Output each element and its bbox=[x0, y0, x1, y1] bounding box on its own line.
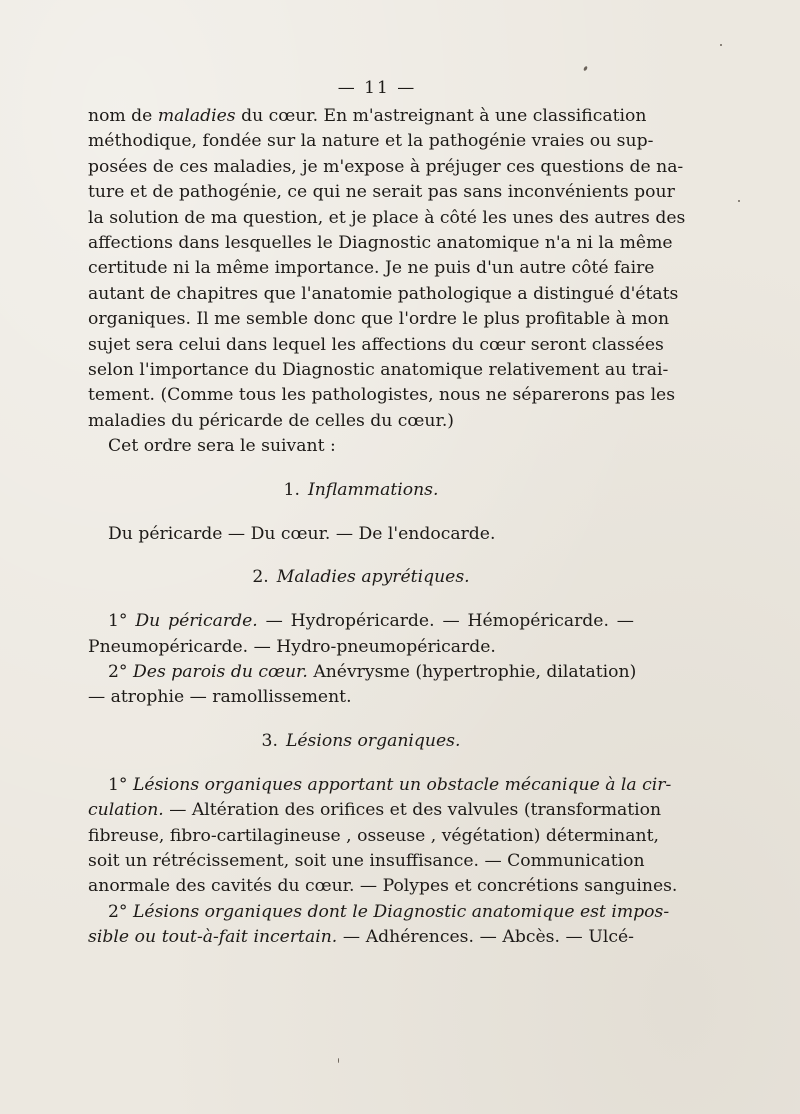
text-line: certitude ni la même importance. Je ne puis d'un autre côté faire bbox=[88, 258, 655, 279]
italic-run: culation. bbox=[88, 800, 164, 821]
text-line: la solution de ma question, et je place à côté les unes des autres des bbox=[88, 207, 686, 228]
paper-speck bbox=[720, 44, 722, 46]
text-line bbox=[88, 773, 672, 798]
italic-run: Lésions organiques dont le Diagnostic anatomique est impos- bbox=[133, 901, 670, 922]
section-3-content bbox=[88, 773, 678, 951]
section-2-content bbox=[88, 609, 637, 711]
italic-run: maladies bbox=[157, 106, 236, 126]
italic-run: Lésions organiques apportant un obstacle mécanique à la cir- bbox=[133, 774, 672, 795]
text-run: du cœur. En m'astreignant à une classification bbox=[235, 106, 647, 126]
text-line: sujet sera celui dans lequel les affections du cœur seront classées bbox=[88, 334, 664, 355]
item-marker: 2° bbox=[108, 901, 128, 922]
text-line: méthodique, fondée sur la nature et la pathogénie vraies ou sup- bbox=[88, 131, 654, 152]
italic-run: sible ou tout-à-fait incertain. bbox=[88, 927, 338, 948]
section-number: 3. bbox=[261, 730, 278, 751]
section-heading-2 bbox=[88, 567, 634, 587]
text-line: posées de ces maladies, je m'expose à préjuger ces questions de na- bbox=[88, 156, 684, 177]
text-line: autant de chapitres que l'anatomie pathologique a distingué d'états bbox=[88, 283, 679, 304]
italic-run: Du péricarde. bbox=[135, 611, 258, 632]
paper-speck bbox=[583, 66, 588, 72]
text-run: — Hydropéricarde. — Hémopéricarde. — bbox=[257, 611, 634, 632]
section-heading-1 bbox=[88, 480, 634, 500]
paper-speck bbox=[338, 1058, 339, 1063]
text-line: soit un rétrécissement, soit une insuffisance. — Communication bbox=[88, 850, 645, 871]
text-run: nom de bbox=[88, 106, 158, 126]
text-line: selon l'importance du Diagnostic anatomique relativement au trai- bbox=[88, 360, 669, 381]
text-line: fibreuse, fibro-cartilagineuse , osseuse , végétation) déterminant, bbox=[88, 825, 659, 846]
item-marker: 1° bbox=[108, 611, 128, 632]
section-number: 2. bbox=[252, 567, 269, 588]
text-line bbox=[88, 660, 637, 685]
order-line: Cet ordre sera le suivant : bbox=[108, 436, 336, 457]
paper-speck bbox=[738, 200, 740, 202]
section-title: Maladies apyrétiques. bbox=[276, 567, 470, 588]
section-title: Lésions organiques. bbox=[285, 730, 461, 751]
text-line: — atrophie — ramollissement. bbox=[88, 687, 352, 708]
italic-run: Des parois du cœur. bbox=[133, 661, 308, 682]
item-marker: 2° bbox=[108, 661, 128, 682]
text-run: — Adhérences. — Abcès. — Ulcé- bbox=[337, 927, 634, 948]
text-run: — Altération des orifices et des valvules (transformation bbox=[163, 800, 662, 821]
text-line: Pneumopéricarde. — Hydro-pneumopéricarde. bbox=[88, 636, 496, 657]
text-line bbox=[88, 609, 634, 634]
text-line bbox=[88, 798, 662, 823]
text-line: ture et de pathogénie, ce qui ne serait pas sans inconvénients pour bbox=[88, 182, 675, 203]
text-line bbox=[88, 900, 670, 925]
text-line: affections dans lesquelles le Diagnostic anatomique n'a ni la même bbox=[88, 233, 673, 254]
section-number: 1. bbox=[283, 479, 300, 500]
text-line bbox=[88, 104, 647, 129]
text-line: Du péricarde — Du cœur. — De l'endocarde. bbox=[108, 523, 496, 544]
text-line: organiques. Il me semble donc que l'ordre le plus profitable à mon bbox=[88, 309, 670, 330]
text-line: anormale des cavités du cœur. — Polypes et concrétions sanguines. bbox=[88, 876, 678, 897]
book-page bbox=[88, 78, 686, 951]
section-title: Inflammations. bbox=[307, 479, 439, 500]
page-number: — 11 — bbox=[337, 78, 417, 98]
text-line: maladies du péricarde de celles du cœur.) bbox=[88, 410, 454, 431]
section-heading-3 bbox=[88, 731, 634, 751]
text-run: Anévrysme (hypertrophie, dilatation) bbox=[307, 661, 637, 682]
intro-paragraph bbox=[88, 104, 686, 460]
text-line: tement. (Comme tous les pathologistes, nous ne séparerons pas les bbox=[88, 385, 676, 406]
item-marker: 1° bbox=[108, 774, 128, 795]
text-line bbox=[88, 925, 634, 950]
section-1-content bbox=[88, 522, 634, 547]
